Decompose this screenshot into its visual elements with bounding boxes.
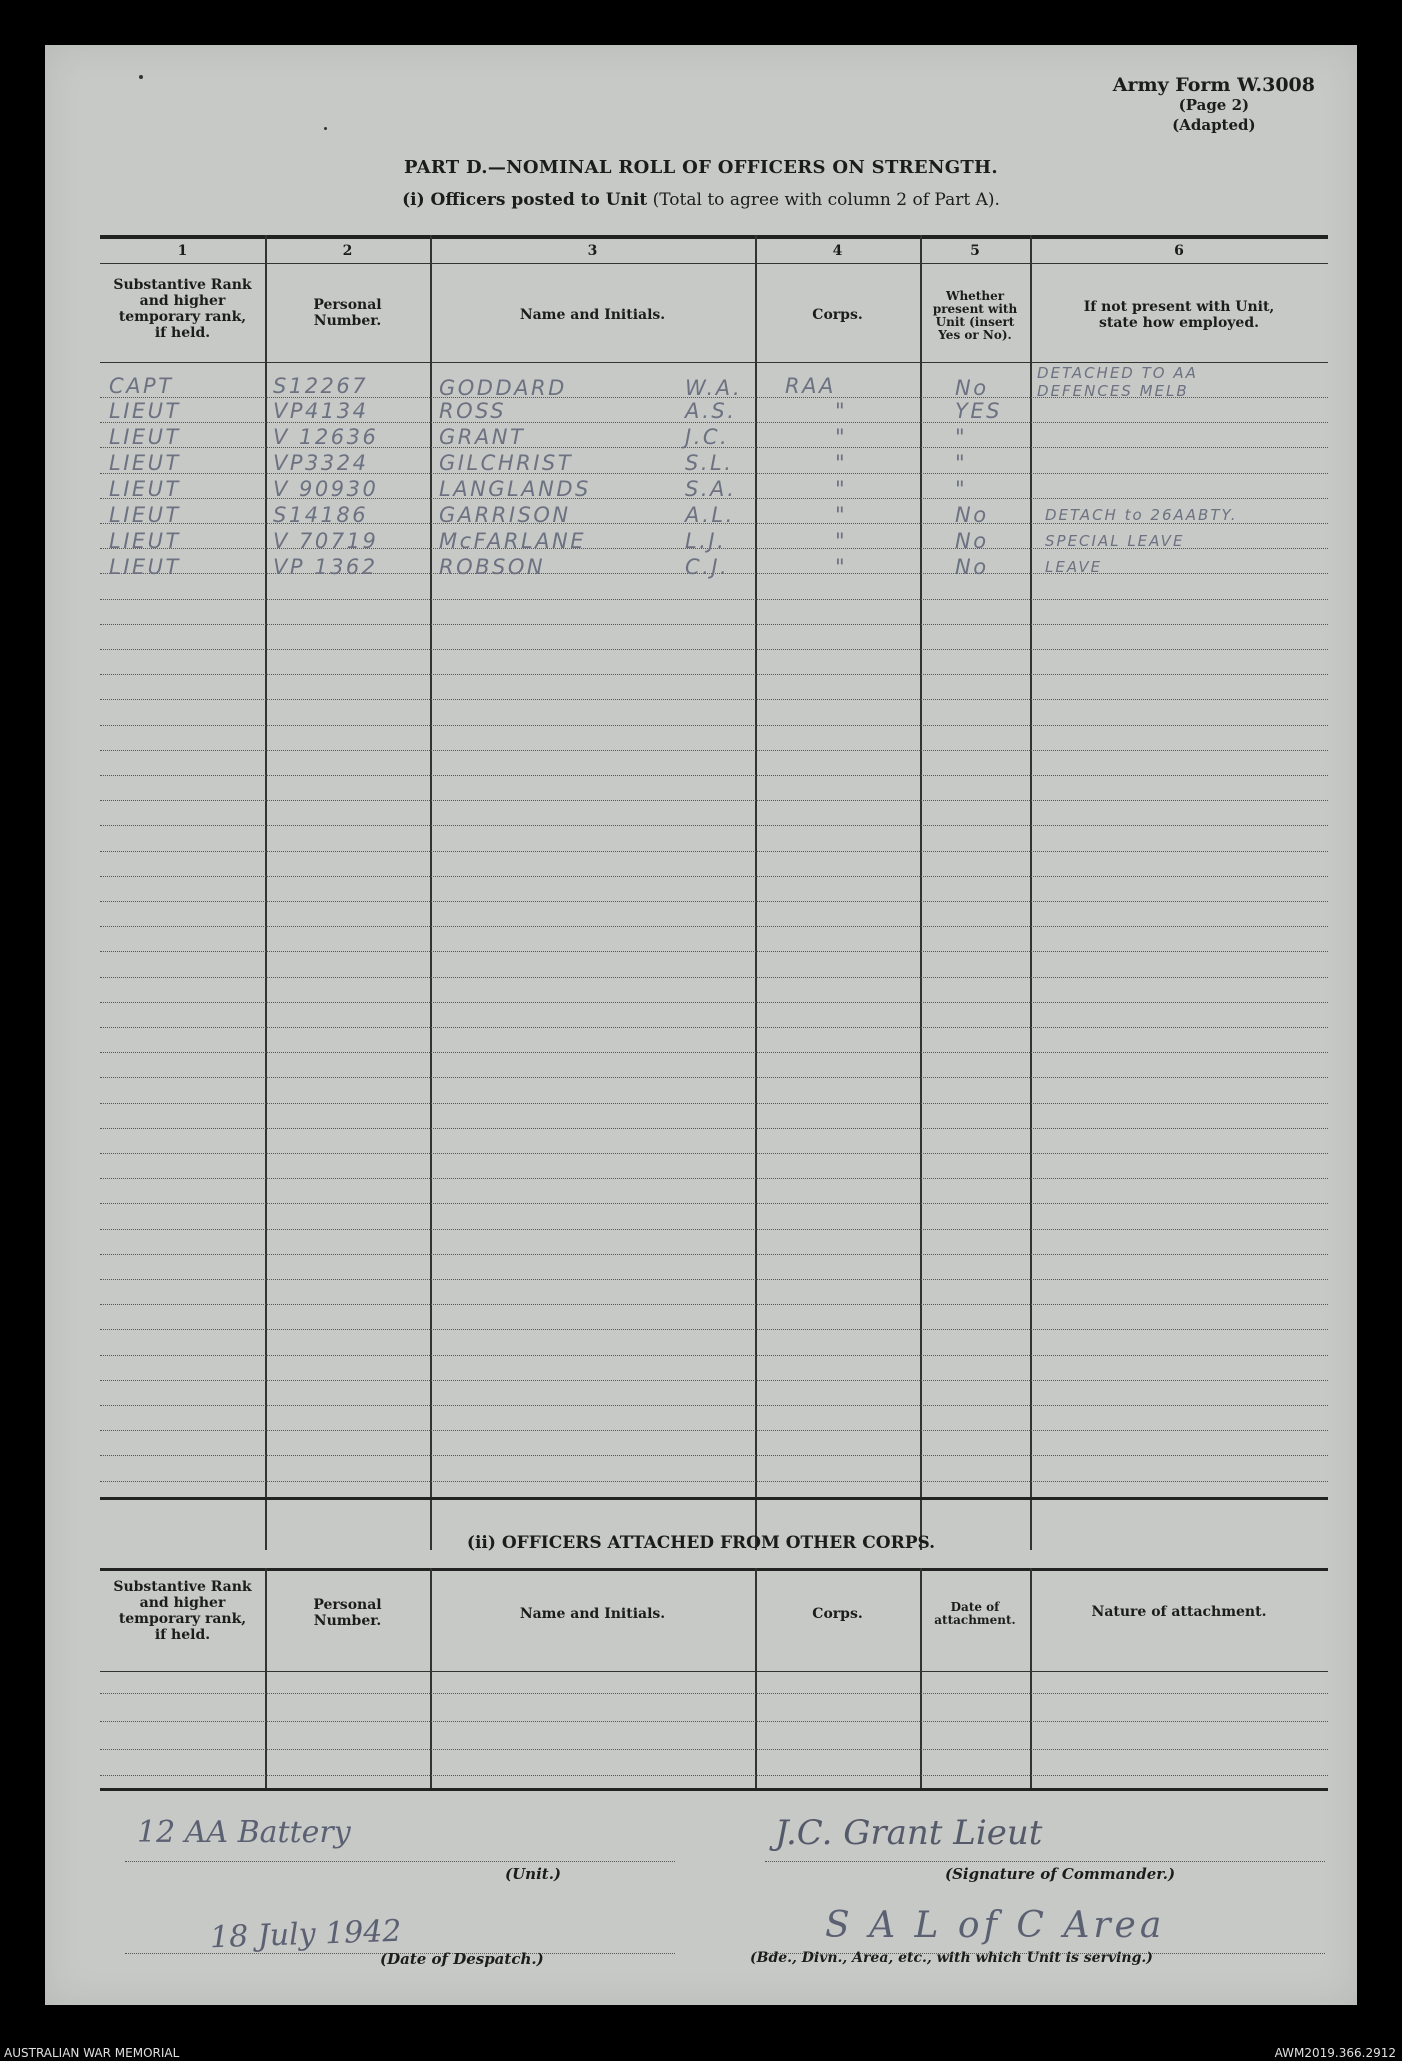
header-present-line: Yes or No).	[938, 328, 1012, 342]
caption-left: AUSTRALIAN WAR MEMORIAL	[4, 2046, 180, 2060]
ruled-line	[100, 1279, 1328, 1280]
row-name: GODDARD	[439, 376, 567, 400]
header-present	[920, 290, 1030, 342]
form-adapted: (Adapted)	[1172, 116, 1256, 134]
header-rule	[100, 362, 1328, 363]
row-name: ROBSON	[439, 555, 546, 579]
row-corps: "	[835, 555, 848, 579]
date-value: 18 July 1942	[209, 1913, 403, 1956]
row-initials: J.C.	[685, 425, 730, 449]
row-initials: C.J.	[685, 555, 730, 579]
row-name: GILCHRIST	[439, 451, 574, 475]
column-divider	[920, 1568, 922, 1788]
signature-value: J.C. Grant Lieut	[775, 1813, 1043, 1853]
row-name: McFARLANE	[439, 529, 587, 553]
header-date-line: attachment.	[934, 1613, 1016, 1627]
ruled-line	[100, 1455, 1328, 1456]
caption-right: AWM2019.366.2912	[1274, 2046, 1396, 2060]
ruled-line	[100, 1775, 1328, 1776]
header-personal-line: Number.	[313, 313, 382, 329]
row-name: GRANT	[439, 425, 526, 449]
ruled-line	[100, 1254, 1328, 1255]
unit-value: 12 AA Battery	[137, 1815, 351, 1850]
column-divider	[1030, 1568, 1032, 1788]
table-row	[45, 422, 1357, 448]
part-d-subtitle	[45, 190, 1357, 210]
colnum-3: 3	[587, 243, 598, 259]
ruled-line	[100, 1203, 1328, 1204]
colnum-1: 1	[177, 243, 188, 259]
part-ii-header-nature: Nature of attachment.	[1091, 1604, 1267, 1620]
part-ii-header-personal	[265, 1597, 430, 1629]
row-number: VP 1362	[273, 555, 378, 579]
row-employed-line2: DEFENCES MELB	[1037, 382, 1189, 400]
ruled-line	[100, 1693, 1328, 1694]
header-date-line: Date of	[950, 1600, 1000, 1614]
table-row	[45, 552, 1357, 578]
row-corps: "	[835, 529, 848, 553]
part-ii-bottom-rule	[100, 1788, 1328, 1791]
ruled-line	[100, 876, 1328, 877]
ruled-line	[100, 1721, 1328, 1722]
row-initials: A.L.	[685, 503, 735, 527]
area-value: S A L of C Area	[825, 1905, 1166, 1946]
table-row	[45, 448, 1357, 474]
row-number: V 12636	[273, 425, 379, 449]
column-divider	[430, 1568, 432, 1788]
header-rank-line: and higher	[139, 293, 226, 309]
signature-label: (Signature of Commander.)	[945, 1865, 1176, 1883]
part-ii-header-name: Name and Initials.	[519, 1606, 666, 1622]
row-corps: "	[835, 477, 848, 501]
area-label: (Bde., Divn., Area, etc., with which Unit is serving.)	[750, 1950, 1153, 1966]
row-present: No	[955, 503, 989, 527]
header-rank-line: Substantive Rank	[113, 1579, 252, 1595]
row-number: VP3324	[273, 451, 369, 475]
ruled-line	[100, 775, 1328, 776]
ruled-line	[100, 599, 1328, 600]
row-initials: W.A.	[685, 376, 743, 400]
part-ii-header-corps: Corps.	[812, 1606, 863, 1622]
ruled-line	[100, 1481, 1328, 1482]
ruled-line	[100, 1153, 1328, 1154]
table-row	[45, 526, 1357, 552]
ruled-line	[100, 750, 1328, 751]
row-initials: S.L.	[685, 451, 734, 475]
form-number-block	[1113, 75, 1315, 135]
header-personal-number	[265, 297, 430, 329]
part-d-title: PART D.—NOMINAL ROLL OF OFFICERS ON STRENGTH.	[404, 157, 998, 178]
header-employed-line: state how employed.	[1099, 315, 1259, 331]
ruled-line	[100, 1002, 1328, 1003]
row-corps: "	[835, 399, 848, 423]
row-name: ROSS	[439, 399, 507, 423]
row-rank: LIEUT	[109, 555, 181, 579]
ruled-line	[100, 1178, 1328, 1179]
colnum-2: 2	[342, 243, 353, 259]
row-corps: "	[835, 451, 848, 475]
row-initials: A.S.	[685, 399, 737, 423]
row-rank: LIEUT	[109, 425, 181, 449]
row-rank: LIEUT	[109, 477, 181, 501]
ruled-line	[100, 1380, 1328, 1381]
colnum-5: 5	[970, 243, 980, 259]
header-personal-line: Personal	[313, 297, 382, 313]
form-number: Army Form W.3008	[1112, 74, 1315, 96]
row-name: GARRISON	[439, 503, 571, 527]
ruled-line	[100, 901, 1328, 902]
part-ii-header-rank	[100, 1579, 265, 1643]
row-number: V 90930	[273, 477, 379, 501]
ruled-line	[100, 1355, 1328, 1356]
ruled-line	[100, 1128, 1328, 1129]
row-number: VP4134	[273, 399, 369, 423]
header-rank-line: and higher	[139, 1595, 226, 1611]
ruled-line	[100, 926, 1328, 927]
unit-line	[125, 1861, 675, 1862]
header-employed-line: If not present with Unit,	[1083, 299, 1275, 315]
row-number: V 70719	[273, 529, 379, 553]
ruled-line	[100, 977, 1328, 978]
row-employed: SPECIAL LEAVE	[1045, 532, 1185, 550]
ruled-line	[100, 1052, 1328, 1053]
ruled-line	[100, 1329, 1328, 1330]
header-employed	[1030, 299, 1328, 331]
row-present: No	[955, 555, 989, 579]
table-bottom-rule	[100, 1497, 1328, 1500]
table-top-rule	[100, 235, 1328, 239]
ruled-line	[100, 1430, 1328, 1431]
table-row	[45, 474, 1357, 500]
row-corps: "	[835, 503, 848, 527]
row-number: S12267	[273, 374, 369, 398]
signature-line	[765, 1861, 1325, 1862]
row-employed: LEAVE	[1045, 558, 1103, 576]
row-present: "	[955, 451, 968, 475]
header-rank-line: temporary rank,	[118, 309, 247, 325]
unit-label: (Unit.)	[505, 1865, 562, 1883]
ruled-line	[100, 825, 1328, 826]
row-rank: LIEUT	[109, 451, 181, 475]
date-label: (Date of Despatch.)	[380, 1950, 544, 1968]
row-present: "	[955, 477, 968, 501]
column-divider	[755, 1568, 757, 1788]
header-rank	[100, 277, 265, 341]
row-number: S14186	[273, 503, 369, 527]
ruled-line	[100, 1304, 1328, 1305]
row-name: LANGLANDS	[439, 477, 591, 501]
ruled-line	[100, 1229, 1328, 1230]
header-rank-line: temporary rank,	[118, 1611, 247, 1627]
header-present-line: Unit (insert	[935, 315, 1015, 329]
row-corps: "	[835, 425, 848, 449]
table-row	[45, 396, 1357, 422]
ruled-line	[100, 624, 1328, 625]
part-d-subtitle-normal: (Total to agree with column 2 of Part A).	[647, 190, 1000, 210]
row-rank: LIEUT	[109, 399, 181, 423]
form-page: (Page 2)	[1178, 96, 1250, 114]
header-rank-line: if held.	[154, 325, 211, 341]
row-employed: DETACH to 26AABTY.	[1045, 506, 1238, 524]
header-rank-line: if held.	[154, 1627, 211, 1643]
ruled-line	[100, 649, 1328, 650]
ruled-line	[100, 1103, 1328, 1104]
colnum-6: 6	[1174, 243, 1184, 259]
ruled-line	[100, 725, 1328, 726]
ruled-line	[100, 951, 1328, 952]
form-sheet	[45, 45, 1357, 2005]
row-corps: RAA	[785, 374, 836, 398]
row-present: No	[955, 529, 989, 553]
ruled-line	[100, 674, 1328, 675]
column-divider	[265, 1568, 267, 1788]
row-employed: DETACHED TO AA	[1037, 364, 1198, 382]
ruled-line	[100, 699, 1328, 700]
table-row	[45, 500, 1357, 526]
row-initials: L.J.	[685, 529, 727, 553]
header-present-line: Whether	[945, 289, 1005, 303]
row-rank: CAPT	[109, 374, 174, 398]
ruled-line	[100, 1749, 1328, 1750]
header-present-line: present with	[932, 302, 1018, 316]
colnum-rule	[100, 263, 1328, 264]
part-ii-header-rule	[100, 1671, 1328, 1672]
part-ii-header-date	[920, 1601, 1030, 1627]
header-corps: Corps.	[812, 307, 863, 323]
header-personal-line: Personal	[313, 1597, 382, 1613]
header-personal-line: Number.	[313, 1613, 382, 1629]
row-present: YES	[955, 399, 1002, 423]
header-name: Name and Initials.	[519, 307, 666, 323]
row-present: "	[955, 425, 968, 449]
colnum-4: 4	[832, 243, 843, 259]
paper-mark	[139, 75, 143, 79]
header-rank-line: Substantive Rank	[113, 277, 252, 293]
row-rank: LIEUT	[109, 503, 181, 527]
ruled-line	[100, 1027, 1328, 1028]
row-initials: S.A.	[685, 477, 737, 501]
ruled-line	[100, 1405, 1328, 1406]
ruled-line	[100, 800, 1328, 801]
part-d-subtitle-bold: (i) Officers posted to Unit	[402, 190, 648, 210]
row-rank: LIEUT	[109, 529, 181, 553]
ruled-line	[100, 851, 1328, 852]
row-present: No	[955, 376, 989, 400]
paper-mark	[324, 127, 327, 130]
ruled-line	[100, 1077, 1328, 1078]
part-ii-top-rule	[100, 1568, 1328, 1571]
part-ii-title: (ii) OFFICERS ATTACHED FROM OTHER CORPS.	[466, 1533, 936, 1553]
